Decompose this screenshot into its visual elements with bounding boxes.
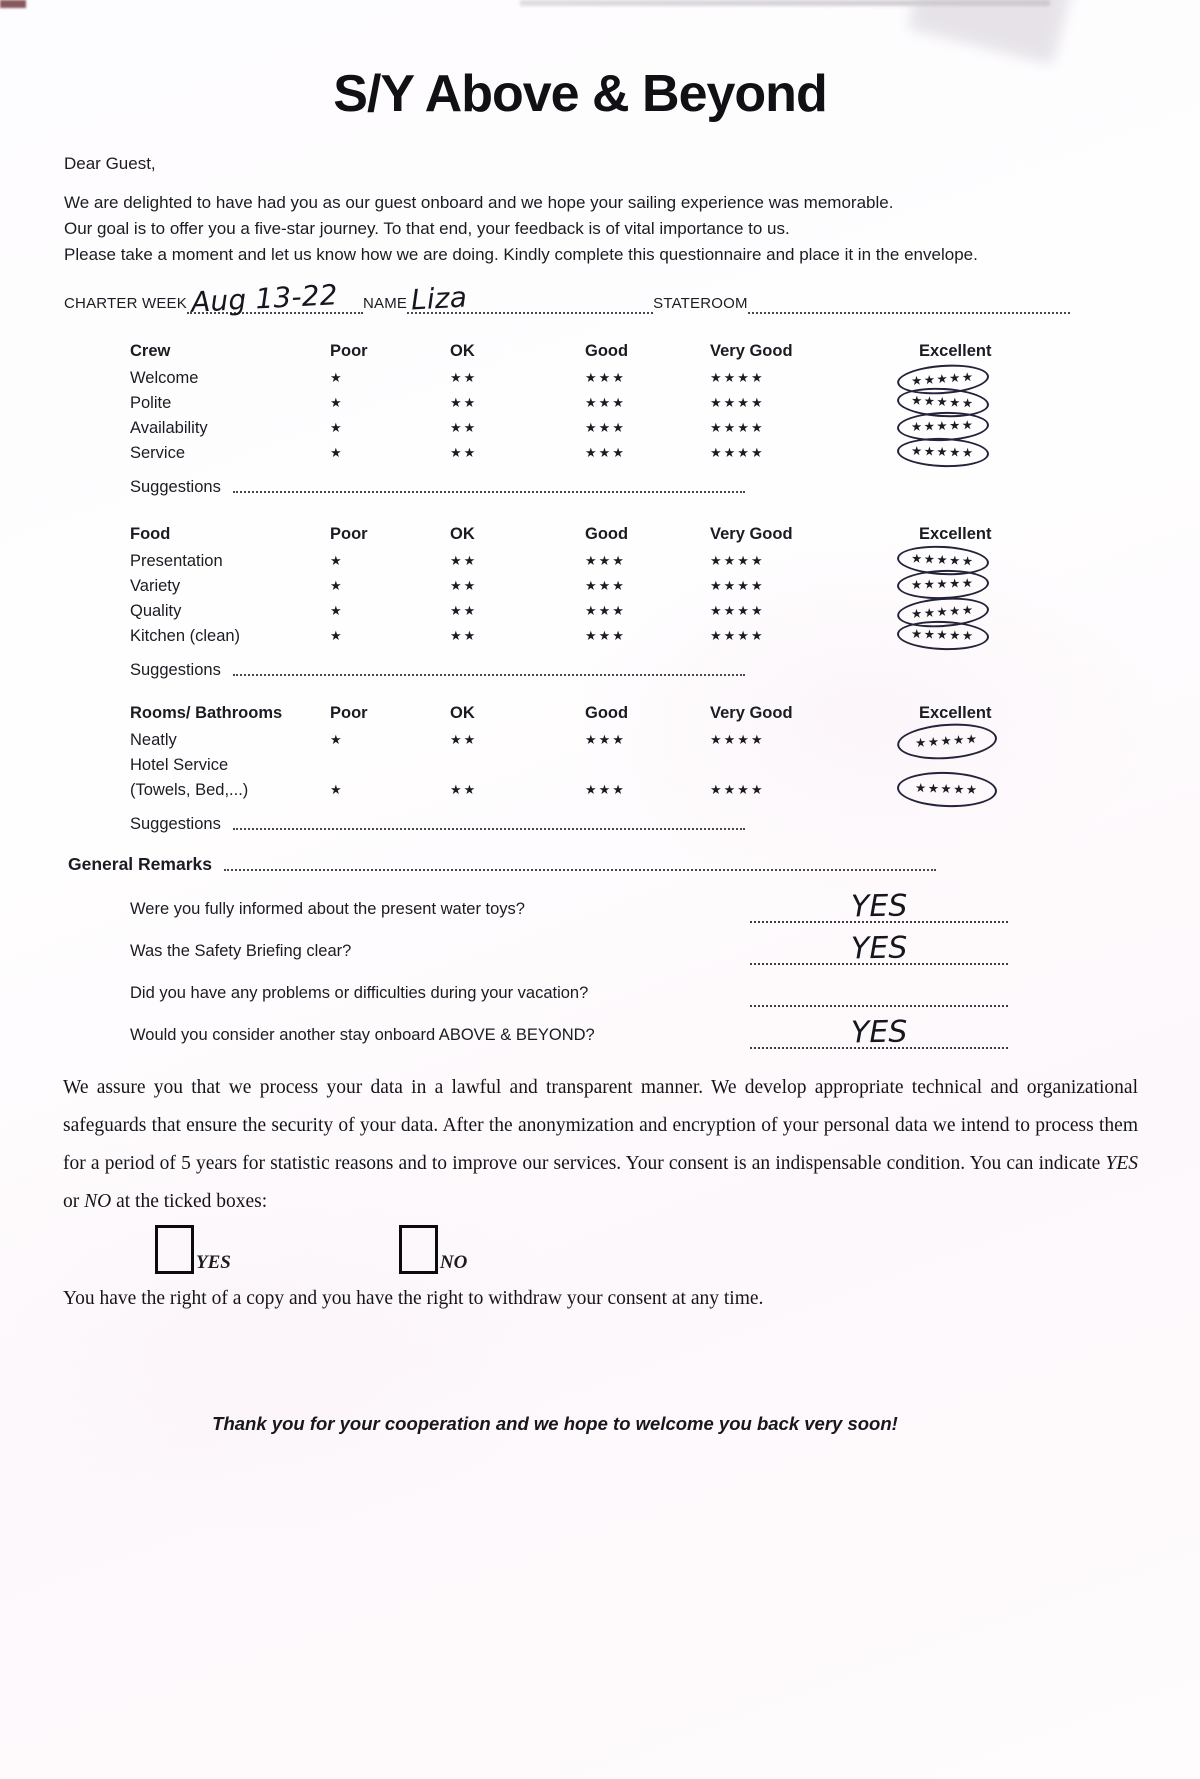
suggestions-label: Suggestions [130,661,221,679]
crew-rating-table [130,336,1055,466]
privacy-or-word: or [63,1191,85,1212]
poor-rating-stars: ★ [330,446,344,461]
question-text: Was the Safety Briefing clear? [130,942,352,960]
poor-rating-stars: ★ [330,604,344,619]
poor-rating-stars: ★ [330,371,344,386]
ok-rating-stars: ★★ [450,579,478,594]
good-rating-stars: ★★★ [585,604,626,619]
ok-rating-stars: ★★ [450,446,478,461]
excellent-circled-selection [897,568,989,600]
column-header-good: Good [585,703,629,722]
rooms-suggestions-row [130,815,745,834]
column-header-poor: Poor [330,341,368,360]
excellent-circled-selection [897,436,989,468]
question-row [130,883,1008,923]
question-text: Would you consider another stay onboard ABOVE & BEYOND? [130,1026,595,1044]
charter-week-label: CHARTER WEEK [64,295,187,312]
answer-handwritten-value: YES [850,1014,908,1051]
general-remarks-questions [130,883,1008,1049]
charter-week-handwritten-value: Aug 13-22 [190,278,339,319]
excellent-rating-stars: ★★★★★ [910,442,975,460]
good-rating-stars: ★★★ [585,554,626,569]
very-good-rating-stars: ★★★★ [710,396,765,411]
suggestions-label: Suggestions [130,815,221,833]
good-rating-stars: ★★★ [585,579,626,594]
column-header-good: Good [585,524,629,543]
excellent-rating-stars: ★★★★★ [910,601,975,622]
name-handwritten-value: Liza [410,280,468,317]
general-remarks-row [68,854,936,875]
very-good-rating-stars: ★★★★ [710,629,765,644]
answer-dotted-line [750,987,1008,1007]
poor-rating-stars: ★ [330,783,344,798]
crew-section-title: Crew [130,341,171,360]
poor-rating-stars: ★ [330,396,344,411]
column-header-excellent: Excellent [919,341,992,360]
rights-statement: You have the right of a copy and you have the right to withdraw your consent at any time. [63,1288,764,1309]
very-good-rating-stars: ★★★★ [710,371,765,386]
rating-row-label: Welcome [130,369,199,387]
privacy-text: We assure you that we process your data in a lawful and transparent manner. We develop appropriate technical and organizational safeguards that ensure the security of your data. After the anonymization and encryption of your personal data we intend to process them for a period of 5 years for statistic reasons and to improve our services. Your consent is an indispensable condition. You can indicate [63,1077,1138,1174]
name-field [407,280,653,317]
consent-checkbox-yes[interactable] [155,1225,194,1274]
consent-yes-group [155,1225,231,1274]
poor-rating-stars: ★ [330,554,344,569]
excellent-rating-stars: ★★★★★ [910,574,975,593]
rooms-rating-table [130,698,1055,803]
very-good-rating-stars: ★★★★ [710,446,765,461]
stateroom-field [748,295,1070,314]
scan-artifact-top-edge [520,0,1050,6]
very-good-rating-stars: ★★★★ [710,579,765,594]
poor-rating-stars: ★ [330,579,344,594]
column-header-ok: OK [450,524,475,543]
name-label: NAME [362,295,408,312]
rating-row-sublabel: Hotel Service [130,756,229,774]
ok-rating-stars: ★★ [450,554,478,569]
ok-rating-stars: ★★ [450,604,478,619]
excellent-rating-stars: ★★★★★ [914,730,979,751]
suggestions-dotted-line [233,674,745,676]
question-text: Were you fully informed about the present water toys? [130,900,525,918]
rating-row-label: Variety [130,577,181,595]
excellent-rating-stars: ★★★★★ [910,368,975,389]
intro-line-2: Our goal is to offer you a five-star journey. To that end, your feedback is of vital importance to us. [64,219,790,238]
intro-paragraph [64,190,1200,268]
food-suggestions-row [130,661,745,680]
poor-rating-stars: ★ [330,421,344,436]
charter-info-line [64,278,1070,319]
very-good-rating-stars: ★★★★ [710,554,765,569]
food-section-title: Food [130,524,171,543]
charter-week-field [187,278,363,319]
privacy-yes-word: YES [1105,1153,1138,1174]
column-header-ok: OK [450,703,475,722]
very-good-rating-stars: ★★★★ [710,733,765,748]
suggestions-dotted-line [233,491,745,493]
ok-rating-stars: ★★ [450,783,478,798]
column-header-ok: OK [450,341,475,360]
rating-row-label: Polite [130,394,172,412]
column-header-good: Good [585,341,629,360]
good-rating-stars: ★★★ [585,396,626,411]
checkbox-no-label: NO [439,1252,468,1273]
very-good-rating-stars: ★★★★ [710,783,765,798]
answer-dotted-line [750,889,1008,923]
column-header-very-good: Very Good [710,703,793,722]
rating-row-label: Kitchen (clean) [130,627,241,645]
privacy-no-word: NO [84,1191,112,1212]
rating-row-label: Presentation [130,552,223,570]
excellent-rating-stars: ★★★★★ [910,549,975,569]
answer-dotted-line [750,1015,1008,1049]
excellent-circled-selection [897,619,989,651]
rating-row-label: (Towels, Bed,...) [130,781,249,799]
ok-rating-stars: ★★ [450,396,478,411]
question-row [130,1009,1008,1049]
intro-line-1: We are delighted to have had you as our guest onboard and we hope your sailing experience was memorable. [64,193,894,212]
rating-row-label: Availability [130,419,208,437]
good-rating-stars: ★★★ [585,421,626,436]
poor-rating-stars: ★ [330,733,344,748]
rating-row-label: Neatly [130,731,177,749]
very-good-rating-stars: ★★★★ [710,604,765,619]
good-rating-stars: ★★★ [585,629,626,644]
suggestions-dotted-line [233,828,745,830]
question-text: Did you have any problems or difficulties during your vacation? [130,984,589,1002]
form-title: S/Y Above & Beyond [333,65,827,123]
checkbox-yes-label: YES [196,1252,231,1273]
excellent-rating-stars: ★★★★★ [910,416,975,435]
answer-handwritten-value: YES [850,930,908,967]
suggestions-label: Suggestions [130,478,221,496]
rooms-section-title: Rooms/ Bathrooms [130,703,283,722]
ok-rating-stars: ★★ [450,421,478,436]
consent-no-group [399,1225,467,1274]
general-remarks-dotted-line [224,869,936,871]
ok-rating-stars: ★★ [450,371,478,386]
good-rating-stars: ★★★ [585,446,626,461]
privacy-paragraph [63,1069,1138,1221]
scan-artifact-corner-shadow [907,0,1072,65]
column-header-very-good: Very Good [710,524,793,543]
column-header-poor: Poor [330,524,368,543]
very-good-rating-stars: ★★★★ [710,421,765,436]
thank-you-note: Thank you for your cooperation and we hope to welcome you back very soon! [212,1413,898,1434]
consent-checkboxes [155,1225,1200,1274]
good-rating-stars: ★★★ [585,783,626,798]
column-header-poor: Poor [330,703,368,722]
rating-row-label: Quality [130,602,182,620]
excellent-rating-stars: ★★★★★ [910,391,975,411]
food-rating-table [130,519,1055,649]
excellent-rating-stars: ★★★★★ [910,625,975,643]
question-row [130,925,1008,965]
crew-suggestions-row [130,478,745,497]
answer-handwritten-value: YES [850,888,908,925]
privacy-text-end: at the ticked boxes: [111,1191,268,1212]
good-rating-stars: ★★★ [585,371,626,386]
consent-checkbox-no[interactable] [399,1225,438,1274]
intro-line-3: Please take a moment and let us know how we are doing. Kindly complete this questionnaire and place it in the envelope. [64,245,978,264]
good-rating-stars: ★★★ [585,733,626,748]
stateroom-label: STATEROOM [653,295,748,312]
column-header-very-good: Very Good [710,341,793,360]
scan-artifact-top-left [0,0,26,8]
rating-row-label: Service [130,444,186,462]
ok-rating-stars: ★★ [450,629,478,644]
salutation: Dear Guest, [64,154,156,173]
question-row [130,967,1008,1007]
excellent-rating-stars: ★★★★★ [914,779,979,797]
answer-dotted-line [750,931,1008,965]
poor-rating-stars: ★ [330,629,344,644]
column-header-excellent: Excellent [919,703,992,722]
column-header-excellent: Excellent [919,524,992,543]
general-remarks-label: General Remarks [68,854,212,874]
ok-rating-stars: ★★ [450,733,478,748]
